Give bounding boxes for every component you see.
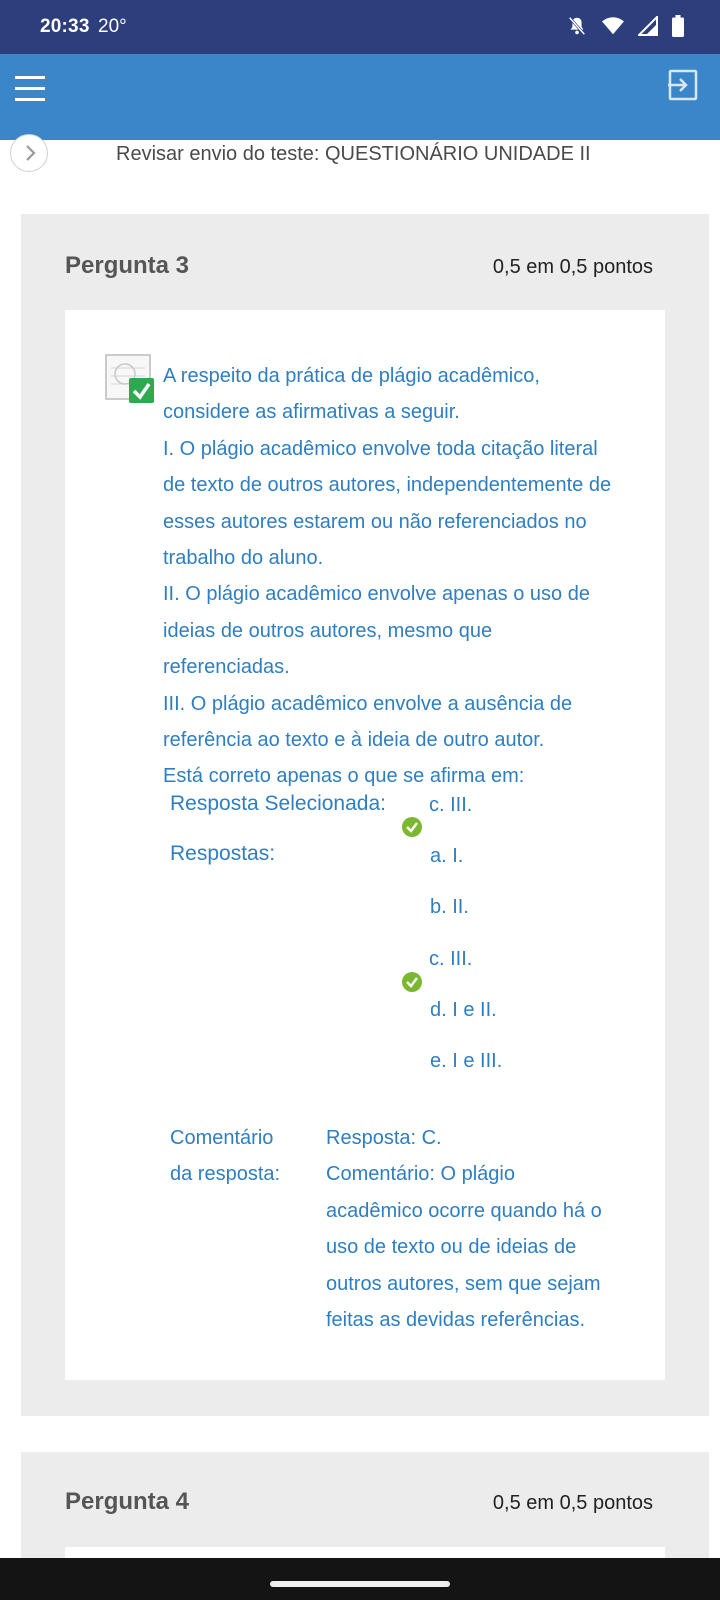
question-text-line: III. O plágio acadêmico envolve a ausência de [163, 692, 573, 715]
question-text [163, 358, 625, 795]
answer-option-a: a. I. [430, 845, 464, 867]
home-gesture-handle[interactable] [270, 1581, 450, 1587]
selected-answer-value: c. III. [429, 794, 473, 816]
comment-label-line: da resposta: [170, 1163, 281, 1185]
expand-button[interactable] [10, 134, 48, 172]
comment-text [326, 1120, 626, 1338]
question-text-line: esses autores estarem ou não referenciados no [163, 510, 587, 533]
question-panel-3 [21, 214, 709, 1416]
comment-line: outros autores, sem que sejam [326, 1272, 601, 1295]
question-title: Pergunta 4 [65, 1488, 190, 1515]
question-text-line: de texto de outros autores, independentemente de [163, 474, 612, 497]
answer-option-c: c. III. [429, 948, 473, 970]
question-points: 0,5 em 0,5 pontos [492, 1492, 653, 1514]
selected-answer-label: Resposta Selecionada: [170, 792, 386, 815]
comment-line: Comentário: O plágio [326, 1163, 515, 1186]
answers-label: Respostas: [170, 842, 276, 865]
question-title: Pergunta 3 [65, 252, 190, 279]
exit-icon[interactable] [666, 68, 700, 102]
battery-icon [672, 15, 684, 37]
status-bar [0, 0, 720, 54]
question-text-line: II. O plágio acadêmico envolve apenas o uso de [163, 583, 590, 606]
check-circle-icon [402, 972, 422, 992]
navigation-bar [0, 1558, 720, 1600]
question-card [65, 310, 665, 1380]
status-temperature: 20° [98, 16, 127, 37]
question-text-line: A respeito da prática de plágio acadêmico, [163, 365, 540, 387]
signal-icon [638, 16, 658, 36]
page-title: Revisar envio do teste: QUESTIONÁRIO UNIDADE II [116, 143, 591, 165]
question-text-line: I. O plágio acadêmico envolve toda citação literal [163, 437, 598, 460]
wifi-icon [602, 16, 624, 36]
bell-off-icon [566, 15, 588, 37]
answer-option-b: b. II. [430, 896, 469, 918]
comment-label-line: Comentário [170, 1127, 274, 1149]
comment-line: Resposta: C. [326, 1127, 442, 1149]
question-points: 0,5 em 0,5 pontos [492, 256, 653, 278]
question-text-line: Está correto apenas o que se afirma em: [163, 765, 525, 788]
comment-line: feitas as devidas referências. [326, 1309, 586, 1332]
question-text-line: trabalho do aluno. [163, 547, 324, 570]
comment-line: uso de texto ou de ideias de [326, 1236, 577, 1259]
app-bar [0, 54, 720, 140]
status-icons [566, 15, 684, 37]
comment-label [170, 1120, 310, 1192]
answer-option-d: d. I e II. [430, 999, 497, 1021]
correct-answer-icon [105, 354, 155, 404]
question-text-line: ideias de outros autores, mesmo que [163, 619, 493, 642]
chevron-right-icon [11, 135, 49, 173]
question-text-line: considere as afirmativas a seguir. [163, 401, 460, 424]
subheader [0, 140, 720, 212]
hamburger-menu-icon[interactable] [14, 72, 48, 106]
comment-line: acadêmico ocorre quando há o [326, 1199, 602, 1222]
question-text-line: referência ao texto e à ideia de outro autor. [163, 729, 545, 752]
question-text-line: referenciadas. [163, 656, 290, 679]
status-time: 20:33 [40, 16, 90, 37]
answer-option-e: e. I e III. [430, 1050, 503, 1072]
check-circle-icon [402, 817, 422, 837]
